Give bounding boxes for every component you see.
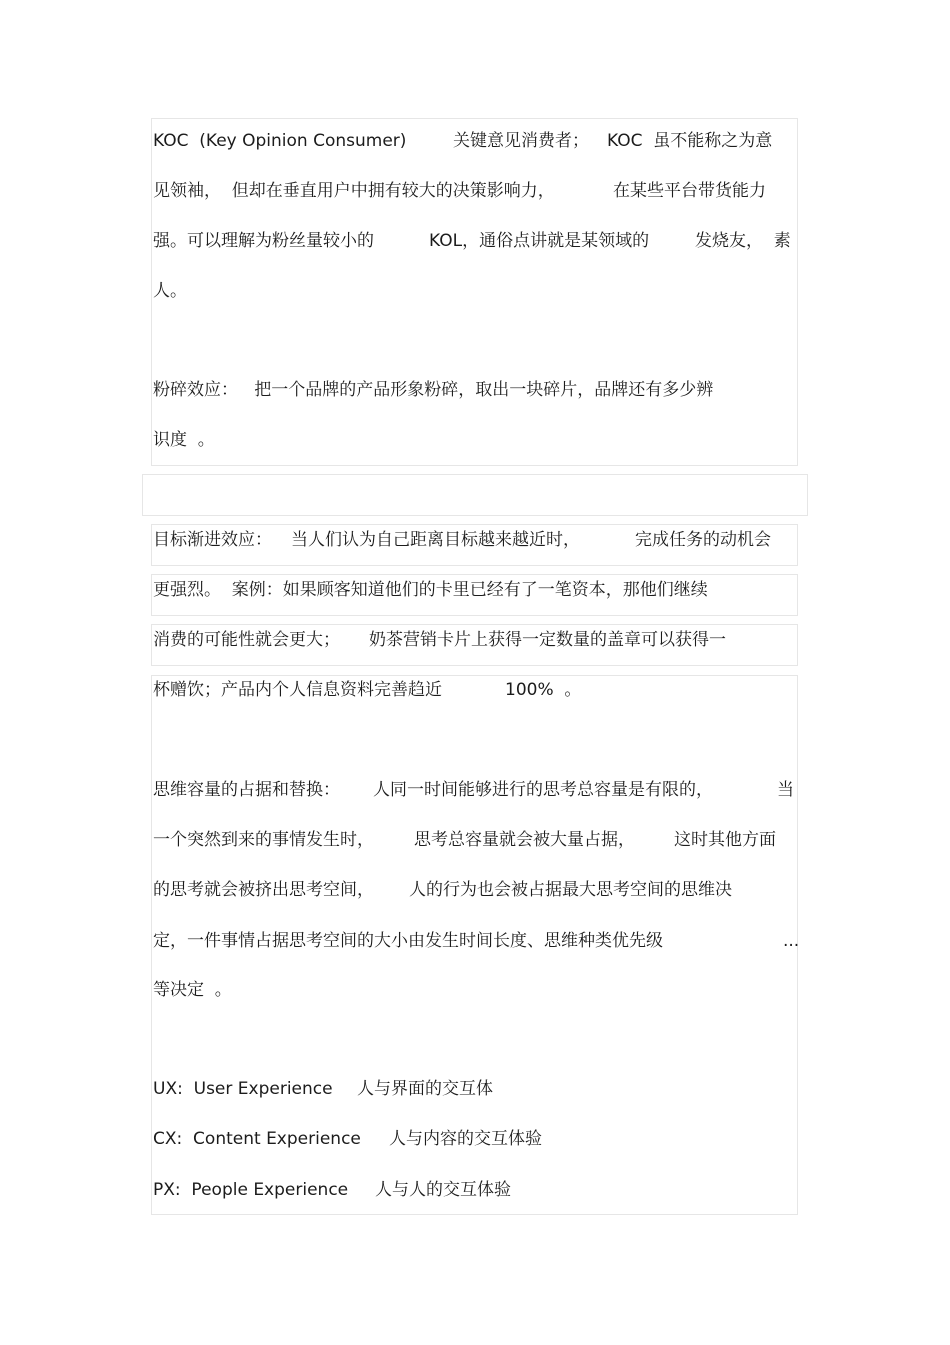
- text-block-frame-gap: [142, 474, 808, 516]
- smash-paragraph-line-2: [153, 427, 803, 453]
- koc-text: 见领袖， 但却在垂直用户中拥有较大的决策影响力，: [153, 181, 555, 201]
- koc-paragraph-line-3: [153, 228, 803, 254]
- thinking-text: 思考总容量就会被大量占据，: [414, 830, 635, 850]
- thinking-text: 一个突然到来的事情发生时，: [153, 830, 374, 850]
- smash-paragraph-line-1: [153, 377, 803, 403]
- goal-paragraph-line-4: [153, 677, 803, 703]
- thinking-text: 当: [777, 780, 794, 800]
- goal-paragraph-line-3: [153, 627, 803, 653]
- thinking-text: 这时其他方面: [674, 830, 776, 850]
- koc-paragraph-line-1: [153, 128, 803, 154]
- px-term: PX: People Experience: [153, 1180, 349, 1200]
- px-text: 人与人的交互体验: [375, 1180, 511, 1200]
- thinking-paragraph-line-5: [153, 977, 803, 1003]
- goal-text: 杯赠饮；产品内个人信息资料完善趋近: [153, 680, 442, 700]
- goal-text: 100% 。: [505, 680, 582, 700]
- thinking-paragraph-line-4: [153, 928, 803, 954]
- thinking-term: 思维容量的占据和替换：: [153, 780, 340, 800]
- goal-paragraph-line-1: [153, 527, 803, 553]
- koc-text: 人。: [153, 281, 187, 301]
- px-definition: [153, 1177, 803, 1203]
- thinking-paragraph-line-1: [153, 777, 803, 803]
- thinking-text: 定，一件事情占据思考空间的大小由发生时间长度、思维种类优先级: [153, 931, 663, 951]
- koc-term: KOC (Key Opinion Consumer): [153, 131, 407, 151]
- cx-text: 人与内容的交互体验: [389, 1129, 542, 1149]
- thinking-ellipsis: ...: [783, 931, 800, 951]
- goal-text: 更强烈。 案例：如果顾客知道他们的卡里已经有了一笔资本，那他们继续: [153, 580, 708, 600]
- koc-text: KOC 虽不能称之为意: [607, 131, 773, 151]
- koc-text: 在某些平台带货能力: [613, 181, 766, 201]
- koc-text: KOL，通俗点讲就是某领域的: [429, 231, 650, 251]
- smash-text: 粉碎效应： 把一个品牌的产品形象粉碎，取出一块碎片，品牌还有多少辨: [153, 380, 714, 400]
- goal-term: 目标渐进效应：: [153, 530, 272, 550]
- ux-definition: [153, 1076, 803, 1102]
- ux-text: 人与界面的交互体: [357, 1079, 493, 1099]
- thinking-paragraph-line-2: [153, 827, 803, 853]
- ux-term: UX: User Experience: [153, 1079, 333, 1099]
- koc-text: 强。可以理解为粉丝量较小的: [153, 231, 374, 251]
- thinking-text: 人同一时间能够进行的思考总容量是有限的，: [373, 780, 713, 800]
- goal-paragraph-line-2: [153, 577, 803, 603]
- thinking-paragraph-line-3: [153, 877, 803, 903]
- cx-definition: [153, 1126, 803, 1152]
- koc-paragraph-line-2: [153, 178, 803, 204]
- cx-term: CX: Content Experience: [153, 1129, 361, 1149]
- goal-text: 完成任务的动机会: [635, 530, 771, 550]
- koc-text: 发烧友， 素: [695, 231, 791, 251]
- goal-text: 奶茶营销卡片上获得一定数量的盖章可以获得一: [369, 630, 726, 650]
- thinking-text: 等决定 。: [153, 980, 232, 1000]
- goal-text: 当人们认为自己距离目标越来越近时，: [291, 530, 580, 550]
- thinking-text: 人的行为也会被占据最大思考空间的思维决: [409, 880, 732, 900]
- koc-definition: 关键意见消费者；: [453, 131, 589, 151]
- goal-text: 消费的可能性就会更大；: [153, 630, 340, 650]
- smash-text: 识度 。: [153, 430, 215, 450]
- koc-paragraph-line-4: [153, 278, 803, 304]
- thinking-text: 的思考就会被挤出思考空间，: [153, 880, 374, 900]
